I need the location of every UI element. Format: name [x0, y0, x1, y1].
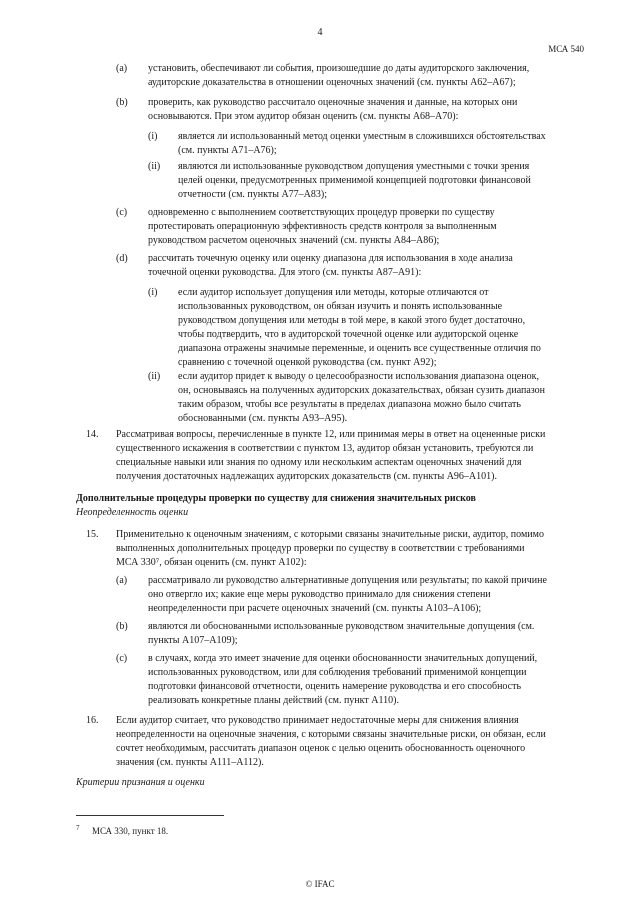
item-text: рассматривало ли руководство альтернативные допущения или результаты; по какой причине оно отвергло их; какие еще меры руководство принимало для снижения степени неопределенности при расчете оценочных значений (см. пункты А103–А106);: [148, 575, 547, 614]
item-label: (c): [116, 653, 128, 664]
paragraph-number: 16.: [86, 715, 99, 726]
section-heading: Дополнительные процедуры проверки по существу для снижения значительных рисков: [76, 493, 476, 504]
page-footer: © IFAC: [305, 879, 335, 889]
footnote-divider: [76, 815, 224, 816]
subitem-text: если аудитор использует допущения или методы, которые отличаются от использованных руководством, он обязан изучить и понять использованные руководством допущения или методы в той мере, в какой этого будет достаточно, чтобы подтвердить, что в аудиторской точечной оценке или аудиторской оценке диапазона отражены значимые переменные, и оценить все существенные отличия по сравнению с точечной оценкой руководства (см. пункт А92);: [178, 287, 541, 368]
footnote-text: МСА 330, пункт 18.: [92, 826, 169, 836]
item-text: установить, обеспечивают ли события, произошедшие до даты аудиторского заключения, аудиторские доказательства в отношении оценочных значений (см. пункты А62–А67);: [148, 63, 530, 88]
item-text: являются ли обоснованными использованные руководством значительные допущения (см. пункты А107–А109);: [148, 621, 535, 646]
item-text: одновременно с выполнением соответствующих процедур проверки по существу протестировать операционную эффективность средств контроля за выполненным руководством расчетом оценочных значений (см. пункты А84–А86);: [148, 207, 497, 246]
subsection-heading: Критерии признания и оценки: [76, 777, 205, 788]
item-label: (b): [116, 97, 128, 108]
subitem-label: (i): [148, 131, 158, 142]
document-code: МСА 540: [548, 44, 584, 54]
subitem-label: (ii): [148, 161, 161, 172]
subitem-label: (ii): [148, 371, 161, 382]
footnote-mark: 7: [76, 824, 80, 832]
item-label: (a): [116, 575, 128, 586]
paragraph-text: Если аудитор считает, что руководство принимает недостаточные меры для снижения влияния неопределенности на оценочные значения, с которыми связаны значительные риски, он обязан, если сочтет необходимым, рассчитать диапазон оценок с целью оценить обоснованность оценочного значения (см. пункты А111–А112).: [116, 715, 546, 768]
subsection-heading: Неопределенность оценки: [76, 507, 189, 518]
paragraph-number: 14.: [86, 429, 99, 440]
item-text: в случаях, когда это имеет значение для оценки обоснованности значительных допущений, использованных руководством, или для соблюдения требований применимой концепции подготовки финансовой отчетности, оценить намерение руководства и его способность реализовать конкретные планы действий (см. пункт А110).: [148, 653, 538, 706]
item-label: (b): [116, 621, 128, 632]
subitem-label: (i): [148, 287, 158, 298]
paragraph-text: Рассматривая вопросы, перечисленные в пункте 12, или принимая меры в ответ на оцененные риски существенного искажения в соответствии с пунктом 13, аудитор обязан установить, требуются ли специальные навыки или знания по одному или нескольким аспектам оценочных значений для получения достаточных надлежащих аудиторских доказательств (см. пункты А96–А101).: [116, 429, 546, 482]
item-text: проверить, как руководство рассчитало оценочные значения и данные, на которых они основываются. При этом аудитор обязан оценить (см. пункты А68–А70):: [148, 97, 518, 122]
subitem-text: если аудитор придет к выводу о целесообразности использования диапазона оценок, он, основываясь на полученных аудиторских доказательствах, обязан сузить диапазон таким образом, чтобы все результаты в пределах диапазона можно было считать обоснованными (см. пункты А93–А95).: [178, 371, 546, 424]
paragraph-text: Применительно к оценочным значениям, с которыми связаны значительные риски, аудитор, помимо выполненных дополнительных процедур проверки по существу в соответствии с требованиями МСА 330⁷, обязан оценить (см. пункт А102):: [116, 529, 544, 568]
paragraph-number: 15.: [86, 529, 99, 540]
item-text: рассчитать точечную оценку или оценку диапазона для использования в ходе анализа точечной оценки руководства. Для этого (см. пункты А87–А91):: [148, 253, 513, 278]
subitem-text: являются ли использованные руководством допущения уместными с точки зрения целей оценки, предусмотренных применимой концепцией подготовки финансовой отчетности (см. пункты А77–А83);: [178, 161, 531, 200]
subitem-text: является ли использованный метод оценки уместным в сложившихся обстоятельствах (см. пункты А71–А76);: [178, 131, 546, 156]
item-label: (c): [116, 207, 128, 218]
page-number: 4: [317, 27, 323, 38]
item-label: (d): [116, 253, 128, 264]
item-label: (a): [116, 63, 128, 74]
